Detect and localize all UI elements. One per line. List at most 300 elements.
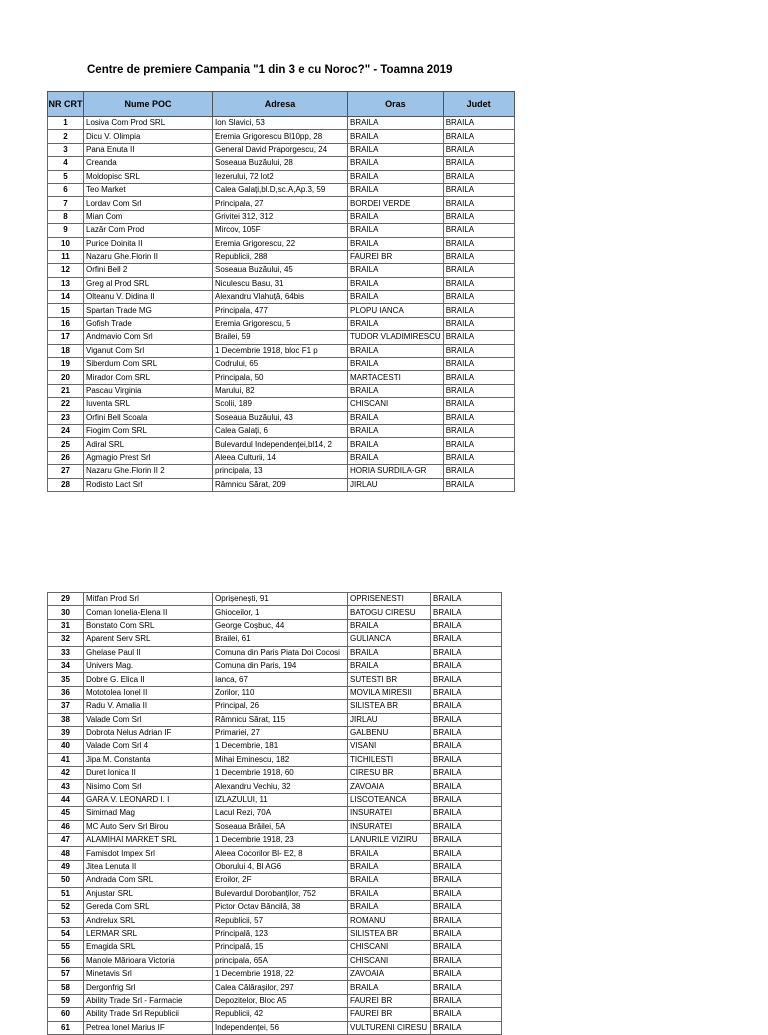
cell-nr-crt: 60 — [48, 1008, 84, 1021]
cell-nr-crt: 36 — [48, 686, 84, 699]
table-row — [48, 331, 515, 344]
cell-judet: BRAILA — [431, 646, 502, 659]
cell-nr-crt: 39 — [48, 726, 84, 739]
table-row — [48, 593, 502, 606]
cell-oras: BRAILA — [348, 157, 444, 170]
cell-adresa: Primariei, 27 — [213, 726, 348, 739]
cell-nr-crt: 26 — [48, 451, 84, 464]
cell-oras: JIRLAU — [348, 713, 431, 726]
cell-adresa: Comuna din Paris Piata Doi Cocosi — [213, 646, 348, 659]
table-row — [48, 633, 502, 646]
table-row — [48, 900, 502, 913]
table-row — [48, 820, 502, 833]
cell-nr-crt: 38 — [48, 713, 84, 726]
cell-oras: HORIA SURDILA-GR — [348, 465, 444, 478]
cell-adresa: Zorilor, 110 — [213, 686, 348, 699]
cell-nr-crt: 7 — [48, 197, 84, 210]
cell-judet: BRAILA — [443, 424, 514, 437]
cell-nume-poc: Losiva Com Prod SRL — [84, 117, 213, 130]
cell-adresa: Principala, 27 — [213, 197, 348, 210]
cell-judet: BRAILA — [431, 941, 502, 954]
cell-adresa: Soseaua Buzăului, 45 — [213, 264, 348, 277]
cell-nume-poc: Anjustar SRL — [84, 887, 213, 900]
cell-nume-poc: Andrelux SRL — [84, 914, 213, 927]
cell-adresa: Mihai Eminescu, 182 — [213, 753, 348, 766]
cell-adresa: Aleea Cocorilor Bl- E2, 8 — [213, 847, 348, 860]
cell-adresa: Scolii, 189 — [213, 398, 348, 411]
cell-nume-poc: Jipa M. Constanta — [84, 753, 213, 766]
cell-nr-crt: 30 — [48, 606, 84, 619]
cell-adresa: Oborului 4, Bl AG6 — [213, 860, 348, 873]
table-row — [48, 250, 515, 263]
cell-judet: BRAILA — [431, 820, 502, 833]
cell-nume-poc: Coman Ionelia-Elena II — [84, 606, 213, 619]
cell-oras: BRAILA — [348, 438, 444, 451]
cell-oras: BATOGU CIRESU — [348, 606, 431, 619]
cell-oras: LISCOTEANCA — [348, 793, 431, 806]
table-row — [48, 967, 502, 980]
cell-nume-poc: Andmavio Com Srl — [84, 331, 213, 344]
cell-nume-poc: Siberdum Com SRL — [84, 358, 213, 371]
cell-oras: MARTACESTI — [348, 371, 444, 384]
cell-nume-poc: Moldopisc SRL — [84, 170, 213, 183]
table-row — [48, 117, 515, 130]
cell-nume-poc: Purice Doinita II — [84, 237, 213, 250]
cell-oras: BRAILA — [348, 451, 444, 464]
table-row — [48, 197, 515, 210]
cell-oras: BRAILA — [348, 170, 444, 183]
cell-oras: CHISCANI — [348, 398, 444, 411]
cell-judet: BRAILA — [443, 384, 514, 397]
cell-oras: BRAILA — [348, 344, 444, 357]
table-row — [48, 143, 515, 156]
cell-judet: BRAILA — [443, 465, 514, 478]
cell-nume-poc: Simimad Mag — [84, 807, 213, 820]
cell-oras: TUDOR VLADIMIRESCU — [348, 331, 444, 344]
cell-adresa: Râmnicu Sărat, 209 — [213, 478, 348, 491]
cell-oras: SILISTEA BR — [348, 927, 431, 940]
cell-nr-crt: 29 — [48, 593, 84, 606]
cell-judet: BRAILA — [443, 197, 514, 210]
cell-nr-crt: 61 — [48, 1021, 84, 1034]
cell-nr-crt: 14 — [48, 291, 84, 304]
cell-nr-crt: 9 — [48, 224, 84, 237]
cell-nume-poc: Manole Mărioara Victoria — [84, 954, 213, 967]
cell-adresa: Niculescu Basu, 31 — [213, 277, 348, 290]
table-row — [48, 451, 515, 464]
cell-oras: BRAILA — [348, 317, 444, 330]
cell-nume-poc: Nisimo Com Srl — [84, 780, 213, 793]
cell-judet: BRAILA — [431, 807, 502, 820]
cell-adresa: Republicii, 288 — [213, 250, 348, 263]
cell-nr-crt: 53 — [48, 914, 84, 927]
cell-nr-crt: 31 — [48, 619, 84, 632]
cell-nr-crt: 6 — [48, 183, 84, 196]
table-row — [48, 874, 502, 887]
cell-nr-crt: 12 — [48, 264, 84, 277]
cell-nume-poc: Gofish Trade — [84, 317, 213, 330]
cell-nume-poc: Lazăr Com Prod — [84, 224, 213, 237]
cell-nume-poc: Radu V. Amalia II — [84, 700, 213, 713]
cell-nr-crt: 41 — [48, 753, 84, 766]
cell-judet: BRAILA — [431, 593, 502, 606]
cell-judet: BRAILA — [431, 927, 502, 940]
cell-judet: BRAILA — [443, 358, 514, 371]
cell-adresa: Eremia Grigorescu, 22 — [213, 237, 348, 250]
cell-oras: BRAILA — [348, 887, 431, 900]
cell-adresa: Pictor Octav Băncilă, 38 — [213, 900, 348, 913]
cell-oras: ZAVOAIA — [348, 780, 431, 793]
cell-judet: BRAILA — [431, 633, 502, 646]
cell-judet: BRAILA — [431, 900, 502, 913]
cell-oras: SILISTEA BR — [348, 700, 431, 713]
cell-oras: CHISCANI — [348, 954, 431, 967]
table-row — [48, 981, 502, 994]
cell-oras: BRAILA — [348, 117, 444, 130]
cell-adresa: Eremia Grigorescu, 5 — [213, 317, 348, 330]
cell-judet: BRAILA — [431, 726, 502, 739]
cell-nume-poc: Gereda Com SRL — [84, 900, 213, 913]
table-row — [48, 713, 502, 726]
cell-judet: BRAILA — [443, 344, 514, 357]
cell-nume-poc: Pana Enuta II — [84, 143, 213, 156]
cell-adresa: 1 Decembrie, 181 — [213, 740, 348, 753]
cell-judet: BRAILA — [443, 371, 514, 384]
cell-oras: BORDEI VERDE — [348, 197, 444, 210]
cell-nume-poc: Jitea Lenuta II — [84, 860, 213, 873]
cell-judet: BRAILA — [431, 967, 502, 980]
cell-nume-poc: Emagida SRL — [84, 941, 213, 954]
cell-judet: BRAILA — [443, 264, 514, 277]
cell-judet: BRAILA — [431, 686, 502, 699]
table-row — [48, 726, 502, 739]
table-row — [48, 793, 502, 806]
cell-oras: BRAILA — [348, 659, 431, 672]
cell-nr-crt: 43 — [48, 780, 84, 793]
cell-oras: CIRESU BR — [348, 767, 431, 780]
cell-judet: BRAILA — [431, 887, 502, 900]
cell-nr-crt: 15 — [48, 304, 84, 317]
cell-oras: BRAILA — [348, 619, 431, 632]
cell-judet: BRAILA — [443, 398, 514, 411]
cell-adresa: 1 Decembrie 1918, 22 — [213, 967, 348, 980]
cell-nr-crt: 24 — [48, 424, 84, 437]
cell-judet: BRAILA — [431, 994, 502, 1007]
cell-oras: JIRLAU — [348, 478, 444, 491]
cell-adresa: Lacul Rezi, 70A — [213, 807, 348, 820]
cell-judet: BRAILA — [443, 478, 514, 491]
cell-oras: TICHILESTI — [348, 753, 431, 766]
cell-judet: BRAILA — [443, 143, 514, 156]
cell-judet: BRAILA — [431, 606, 502, 619]
cell-nr-crt: 21 — [48, 384, 84, 397]
table-row — [48, 659, 502, 672]
cell-judet: BRAILA — [443, 130, 514, 143]
cell-judet: BRAILA — [443, 250, 514, 263]
cell-judet: BRAILA — [443, 277, 514, 290]
cell-nr-crt: 4 — [48, 157, 84, 170]
cell-judet: BRAILA — [431, 673, 502, 686]
cell-adresa: Ghioceilor, 1 — [213, 606, 348, 619]
table-row — [48, 264, 515, 277]
cell-oras: MOVILA MIRESII — [348, 686, 431, 699]
cell-oras: PLOPU IANCA — [348, 304, 444, 317]
table-row — [48, 780, 502, 793]
cell-nr-crt: 45 — [48, 807, 84, 820]
table-row — [48, 847, 502, 860]
cell-nume-poc: Mirador Com SRL — [84, 371, 213, 384]
cell-judet: BRAILA — [431, 981, 502, 994]
cell-nr-crt: 54 — [48, 927, 84, 940]
cell-nume-poc: Dobre G. Elica II — [84, 673, 213, 686]
cell-nr-crt: 34 — [48, 659, 84, 672]
cell-nr-crt: 42 — [48, 767, 84, 780]
cell-adresa: Independenței, 56 — [213, 1021, 348, 1034]
cell-judet: BRAILA — [443, 304, 514, 317]
cell-nume-poc: Fiogim Com SRL — [84, 424, 213, 437]
cell-adresa: Republicii, 57 — [213, 914, 348, 927]
cell-nume-poc: Pascau Virginia — [84, 384, 213, 397]
poc-table-1 — [47, 91, 515, 492]
cell-oras: BRAILA — [348, 874, 431, 887]
cell-oras: BRAILA — [348, 424, 444, 437]
cell-adresa: Eroilor, 2F — [213, 874, 348, 887]
cell-nume-poc: ALAMIHAI MARKET SRL — [84, 834, 213, 847]
cell-adresa: Alexandru Vlahuță, 64bis — [213, 291, 348, 304]
table-row — [48, 424, 515, 437]
cell-nr-crt: 49 — [48, 860, 84, 873]
cell-nr-crt: 23 — [48, 411, 84, 424]
table-row — [48, 237, 515, 250]
cell-nr-crt: 48 — [48, 847, 84, 860]
table-row — [48, 767, 502, 780]
cell-nr-crt: 40 — [48, 740, 84, 753]
cell-adresa: IZLAZULUI, 11 — [213, 793, 348, 806]
table-row — [48, 157, 515, 170]
cell-judet: BRAILA — [431, 740, 502, 753]
cell-judet: BRAILA — [443, 291, 514, 304]
cell-nume-poc: Dicu V. Olimpia — [84, 130, 213, 143]
cell-nr-crt: 5 — [48, 170, 84, 183]
cell-nume-poc: Viganut Com Srl — [84, 344, 213, 357]
cell-oras: LANURILE VIZIRU — [348, 834, 431, 847]
cell-oras: GALBENU — [348, 726, 431, 739]
cell-adresa: Brailei, 59 — [213, 331, 348, 344]
cell-adresa: Comuna din Paris, 194 — [213, 659, 348, 672]
table-row — [48, 606, 502, 619]
cell-oras: BRAILA — [348, 210, 444, 223]
cell-nr-crt: 10 — [48, 237, 84, 250]
header-judet: Judet — [443, 92, 514, 117]
cell-nume-poc: Famisdot Impex Srl — [84, 847, 213, 860]
table-row — [48, 224, 515, 237]
cell-adresa: Principala, 50 — [213, 371, 348, 384]
cell-nume-poc: Univers Mag. — [84, 659, 213, 672]
cell-oras: FAUREI BR — [348, 1008, 431, 1021]
cell-nume-poc: Aparent Serv SRL — [84, 633, 213, 646]
cell-nr-crt: 58 — [48, 981, 84, 994]
cell-oras: BRAILA — [348, 900, 431, 913]
cell-nr-crt: 35 — [48, 673, 84, 686]
cell-adresa: Soseaua Buzăului, 43 — [213, 411, 348, 424]
cell-oras: SUTESTI BR — [348, 673, 431, 686]
cell-nr-crt: 56 — [48, 954, 84, 967]
header-row — [48, 92, 515, 117]
cell-judet: BRAILA — [443, 117, 514, 130]
table-row — [48, 358, 515, 371]
cell-judet: BRAILA — [431, 914, 502, 927]
table-row — [48, 887, 502, 900]
table-row — [48, 478, 515, 491]
cell-nume-poc: Iuventa SRL — [84, 398, 213, 411]
table-row — [48, 834, 502, 847]
cell-nume-poc: Ability Trade Srl Republicii — [84, 1008, 213, 1021]
cell-nr-crt: 32 — [48, 633, 84, 646]
cell-adresa: Alexandru Vechiu, 32 — [213, 780, 348, 793]
table-row — [48, 673, 502, 686]
cell-adresa: Eremia Grigorescu Bl10pp, 28 — [213, 130, 348, 143]
header-nume-poc: Nume POC — [84, 92, 213, 117]
cell-judet: BRAILA — [431, 954, 502, 967]
cell-oras: INSURATEI — [348, 807, 431, 820]
table-row — [48, 183, 515, 196]
header-oras: Oras — [348, 92, 444, 117]
table-row — [48, 291, 515, 304]
cell-oras: CHISCANI — [348, 941, 431, 954]
cell-nr-crt: 19 — [48, 358, 84, 371]
cell-nr-crt: 25 — [48, 438, 84, 451]
cell-adresa: Codrului, 65 — [213, 358, 348, 371]
cell-oras: ZAVOAIA — [348, 967, 431, 980]
cell-nr-crt: 20 — [48, 371, 84, 384]
cell-oras: FAUREI BR — [348, 994, 431, 1007]
cell-adresa: Mircov, 105F — [213, 224, 348, 237]
table-row — [48, 277, 515, 290]
cell-judet: BRAILA — [431, 834, 502, 847]
table-row — [48, 860, 502, 873]
cell-nume-poc: LERMAR SRL — [84, 927, 213, 940]
cell-nume-poc: Andrada Com SRL — [84, 874, 213, 887]
table-row — [48, 1008, 502, 1021]
table-row — [48, 914, 502, 927]
cell-nr-crt: 3 — [48, 143, 84, 156]
cell-nume-poc: Mototolea Ionel II — [84, 686, 213, 699]
table-row — [48, 465, 515, 478]
cell-judet: BRAILA — [431, 874, 502, 887]
cell-judet: BRAILA — [431, 700, 502, 713]
table-row — [48, 344, 515, 357]
cell-adresa: Depozitelor, Bloc A5 — [213, 994, 348, 1007]
cell-adresa: Grivitei 312, 312 — [213, 210, 348, 223]
cell-nr-crt: 1 — [48, 117, 84, 130]
cell-nume-poc: Dergonfrig Srl — [84, 981, 213, 994]
cell-nume-poc: Petrea Ionel Marius IF — [84, 1021, 213, 1034]
cell-nume-poc: Duret Ionica II — [84, 767, 213, 780]
cell-judet: BRAILA — [431, 780, 502, 793]
cell-nume-poc: Minetavis Srl — [84, 967, 213, 980]
cell-nr-crt: 46 — [48, 820, 84, 833]
cell-adresa: Calea Călărașilor, 297 — [213, 981, 348, 994]
cell-adresa: Marului, 82 — [213, 384, 348, 397]
cell-adresa: 1 Decembrie 1918, 23 — [213, 834, 348, 847]
cell-adresa: Principal, 26 — [213, 700, 348, 713]
cell-nume-poc: Olteanu V. Didina II — [84, 291, 213, 304]
cell-oras: BRAILA — [348, 646, 431, 659]
table-row — [48, 753, 502, 766]
cell-judet: BRAILA — [443, 183, 514, 196]
cell-nume-poc: Valade Com Srl 4 — [84, 740, 213, 753]
cell-nume-poc: Greg al Prod SRL — [84, 277, 213, 290]
table-row — [48, 438, 515, 451]
cell-adresa: Aleea Culturii, 14 — [213, 451, 348, 464]
cell-nr-crt: 27 — [48, 465, 84, 478]
cell-oras: FAUREI BR — [348, 250, 444, 263]
cell-adresa: principala, 13 — [213, 465, 348, 478]
cell-nr-crt: 44 — [48, 793, 84, 806]
cell-nr-crt: 33 — [48, 646, 84, 659]
cell-oras: BRAILA — [348, 264, 444, 277]
cell-nr-crt: 50 — [48, 874, 84, 887]
cell-adresa: Calea Galați, 6 — [213, 424, 348, 437]
table-row — [48, 210, 515, 223]
cell-judet: BRAILA — [431, 1021, 502, 1034]
cell-judet: BRAILA — [431, 1008, 502, 1021]
table-row — [48, 384, 515, 397]
cell-judet: BRAILA — [443, 317, 514, 330]
cell-nr-crt: 51 — [48, 887, 84, 900]
cell-oras: BRAILA — [348, 358, 444, 371]
cell-nr-crt: 17 — [48, 331, 84, 344]
cell-oras: BRAILA — [348, 847, 431, 860]
cell-nume-poc: Orfini Bell Scoala — [84, 411, 213, 424]
cell-nume-poc: Dobrota Nelus Adrian IF — [84, 726, 213, 739]
table-row — [48, 740, 502, 753]
table-row — [48, 371, 515, 384]
cell-adresa: Principală, 123 — [213, 927, 348, 940]
cell-oras: BRAILA — [348, 130, 444, 143]
table-row — [48, 170, 515, 183]
page-title: Centre de premiere Campania "1 din 3 e cu Noroc?" - Toamna 2019 — [87, 64, 453, 76]
table-row — [48, 646, 502, 659]
table-row — [48, 619, 502, 632]
cell-nr-crt: 37 — [48, 700, 84, 713]
cell-adresa: principala, 65A — [213, 954, 348, 967]
cell-oras: BRAILA — [348, 224, 444, 237]
cell-nr-crt: 18 — [48, 344, 84, 357]
cell-judet: BRAILA — [443, 237, 514, 250]
cell-adresa: Brailei, 61 — [213, 633, 348, 646]
cell-nume-poc: Ghelase Paul II — [84, 646, 213, 659]
cell-oras: BRAILA — [348, 143, 444, 156]
cell-nume-poc: Mian Com — [84, 210, 213, 223]
table-row — [48, 686, 502, 699]
cell-judet: BRAILA — [443, 157, 514, 170]
cell-adresa: Republicii, 42 — [213, 1008, 348, 1021]
cell-adresa: Soseaua Brăilei, 5A — [213, 820, 348, 833]
cell-nr-crt: 57 — [48, 967, 84, 980]
cell-adresa: Principala, 477 — [213, 304, 348, 317]
cell-oras: BRAILA — [348, 981, 431, 994]
cell-oras: ROMANU — [348, 914, 431, 927]
cell-nume-poc: Orfini Bell 2 — [84, 264, 213, 277]
cell-nume-poc: Bonstato Com SRL — [84, 619, 213, 632]
header-nr-crt: NR CRT — [48, 92, 84, 117]
cell-nume-poc: MC Auto Serv Srl Birou — [84, 820, 213, 833]
cell-nume-poc: Lordav Com Srl — [84, 197, 213, 210]
cell-nume-poc: Agmagio Prest Srl — [84, 451, 213, 464]
cell-nr-crt: 11 — [48, 250, 84, 263]
cell-judet: BRAILA — [431, 753, 502, 766]
